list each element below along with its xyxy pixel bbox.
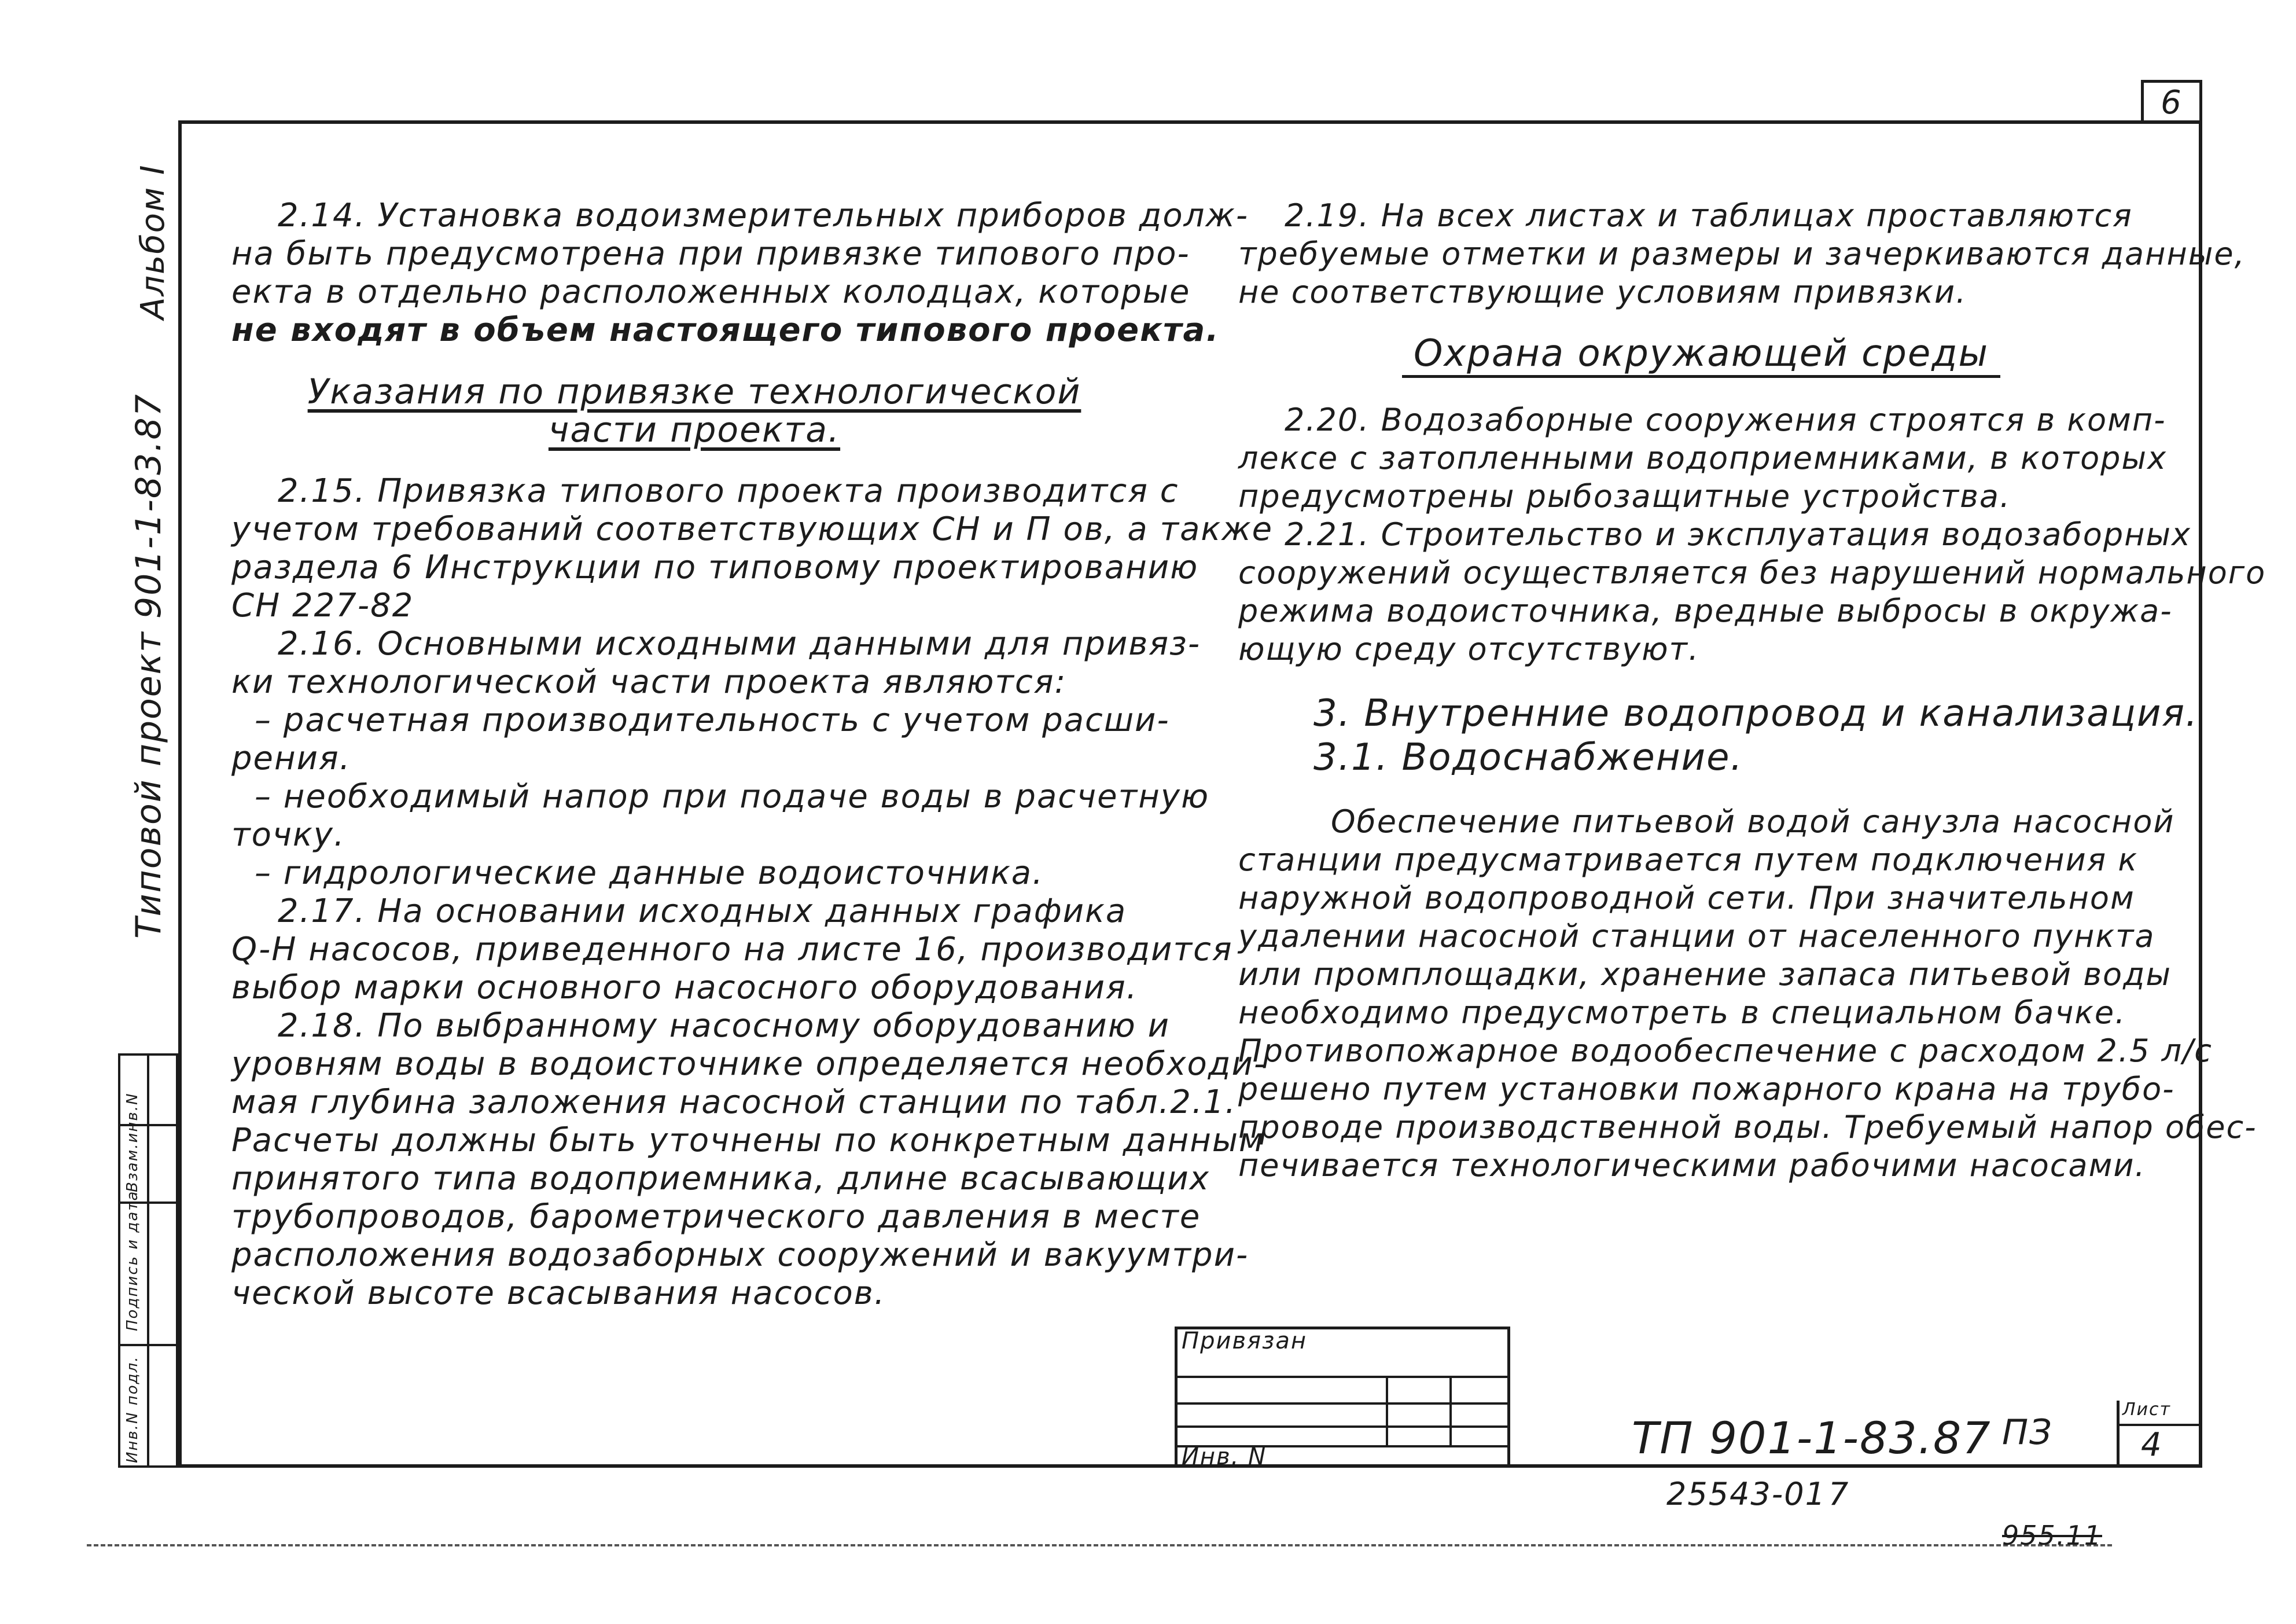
- text-line: раздела 6 Инструкции по типовому проектированию: [231, 549, 1199, 586]
- inv-number-label: Инв. N: [1182, 1443, 1267, 1470]
- text-line: 2.19. На всех листах и таблицах проставляются: [1285, 197, 2133, 234]
- text-line: не входят в объем настоящего типового проекта.: [231, 311, 1220, 349]
- album-label: Альбом I: [134, 164, 172, 319]
- paragraph-2-17: [231, 892, 1273, 1007]
- text-line: Q-H насосов, приведенного на листе 16, производится: [231, 931, 1233, 968]
- text-line: рения.: [231, 740, 351, 777]
- archive-number: 25543-01: [1666, 1476, 1826, 1512]
- text-line: учетом требований соответствующих СН и П ов, а также: [231, 510, 1274, 548]
- text-line: 2.21. Строительство и эксплуатация водозаборных: [1285, 516, 2192, 553]
- text-line: Обеспечение питьевой водой санузла насосной: [1331, 803, 2175, 840]
- text-line: СН 227-82: [231, 587, 414, 624]
- stamp-number: 955.11: [2002, 1520, 2102, 1551]
- text-line: уровням воды в водоисточнике определяется необходи-: [231, 1045, 1267, 1083]
- text-line: принятого типа водоприемника, длине всасывающих: [231, 1160, 1210, 1197]
- text-line: 2.16. Основными исходными данными для привяз-: [278, 625, 1201, 663]
- text-line: точку.: [231, 816, 345, 854]
- page-number: 6: [2141, 80, 2202, 124]
- section-3-1-title: 3.1. Водоснабжение.: [1313, 736, 1743, 779]
- text-line: 2.18. По выбранному насосному оборудованию и: [278, 1007, 1170, 1045]
- heading-binding: [231, 373, 1157, 449]
- text-line: требуемые отметки и размеры и зачеркиваются данные,: [1238, 236, 2246, 272]
- text-line: 2.17. На основании исходных данных графика: [278, 892, 1127, 930]
- text-line: 2.20. Водозаборные сооружения строятся в комп-: [1285, 402, 2166, 438]
- text-line: сооружений осуществляется без нарушений нормального: [1238, 554, 2266, 591]
- text-line: ческой высоте всасывания насосов.: [231, 1274, 886, 1312]
- paragraph-2-20: [1238, 401, 2266, 516]
- text-line: печивается технологическими рабочими насосами.: [1238, 1147, 2146, 1184]
- sheet-number: 4: [2141, 1426, 2163, 1464]
- text-line: – гидрологические данные водоисточника.: [255, 854, 1044, 892]
- text-line: необходимо предусмотреть в специальном бачке.: [1238, 994, 2126, 1031]
- text-line: проводе производственной воды. Требуемый напор обес-: [1238, 1109, 2257, 1145]
- text-line: выбор марки основного насосного оборудования.: [231, 969, 1138, 1006]
- text-line: предусмотрены рыбозащитные устройства.: [1238, 478, 2011, 515]
- text-line: 2.15. Привязка типового проекта производится с: [278, 472, 1179, 510]
- text-line: наружной водопроводной сети. При значительном: [1238, 880, 2135, 916]
- margin-label-signature: Подпись и дата: [124, 1190, 141, 1331]
- text-line: удалении насосной станции от населенного пункта: [1238, 918, 2155, 954]
- text-line: не соответствующие условиям привязки.: [1238, 274, 1967, 310]
- text-line: екта в отдельно расположенных колодцах, которые: [231, 273, 1191, 311]
- paragraph-2-14: [231, 197, 1273, 350]
- bottom-cut-line: [87, 1544, 2112, 1546]
- privyazan-label: Привязан: [1182, 1328, 1308, 1354]
- copy-number: 7: [1828, 1476, 1850, 1512]
- paragraph-2-15: [231, 472, 1273, 625]
- left-column: [231, 197, 1273, 1313]
- paragraph-2-18: [231, 1007, 1273, 1313]
- project-title-vertical: Типовой проект 901-1-83.87: [128, 393, 169, 939]
- document-type: ПЗ: [2002, 1412, 2053, 1453]
- text-line: или промплощадки, хранение запаса питьевой воды: [1238, 956, 2172, 993]
- paragraph-2-16: [231, 625, 1273, 892]
- text-line: Противопожарное водообеспечение с расходом 2.5 л/с: [1238, 1033, 2213, 1069]
- text-line: мая глубина заложения насосной станции по табл.2.1.: [231, 1083, 1237, 1121]
- text-line: ющую среду отсутствуют.: [1238, 631, 1700, 667]
- paragraph-3-1: [1238, 803, 2266, 1185]
- text-line: режима водоисточника, вредные выбросы в окружа-: [1238, 593, 2173, 629]
- heading-line: части проекта.: [548, 410, 841, 450]
- text-line: Расчеты должны быть уточнены по конкретным данным: [231, 1122, 1265, 1159]
- paragraph-2-21: [1238, 516, 2266, 668]
- paragraph-2-19: [1238, 197, 2266, 311]
- text-line: станции предусматривается путем подключения к: [1238, 842, 2138, 878]
- text-line: решено путем установки пожарного крана на трубо-: [1238, 1071, 2175, 1107]
- margin-label-inv: Инв.N подл.: [124, 1355, 141, 1463]
- text-line: – необходимый напор при подаче воды в расчетную: [255, 778, 1210, 815]
- sheet-label: Лист: [2122, 1399, 2172, 1420]
- text-line: лексе с затопленными водоприемниками, в которых: [1238, 440, 2168, 476]
- margin-label-vzam: Взам.инв.N: [124, 1092, 141, 1192]
- right-column: [1238, 197, 2266, 1185]
- text-line: 2.14. Установка водоизмерительных приборов долж-: [278, 197, 1249, 234]
- text-line: трубопроводов, барометрического давления в месте: [231, 1198, 1201, 1236]
- section-3-title: 3. Внутренние водопровод и канализация.: [1313, 692, 2199, 735]
- text-line: – расчетная производительность с учетом расши-: [255, 701, 1170, 739]
- heading-line: Указания по привязке технологической: [307, 372, 1081, 412]
- heading-environment: Охрана окружающей среды: [1402, 335, 2000, 378]
- text-line: расположения водозаборных сооружений и вакуумтри-: [231, 1236, 1249, 1274]
- text-line: ки технологической части проекта являются:: [231, 663, 1067, 701]
- document-code: ТП 901-1-83.87: [1632, 1412, 1992, 1464]
- text-line: на быть предусмотрена при привязке типового про-: [231, 235, 1190, 273]
